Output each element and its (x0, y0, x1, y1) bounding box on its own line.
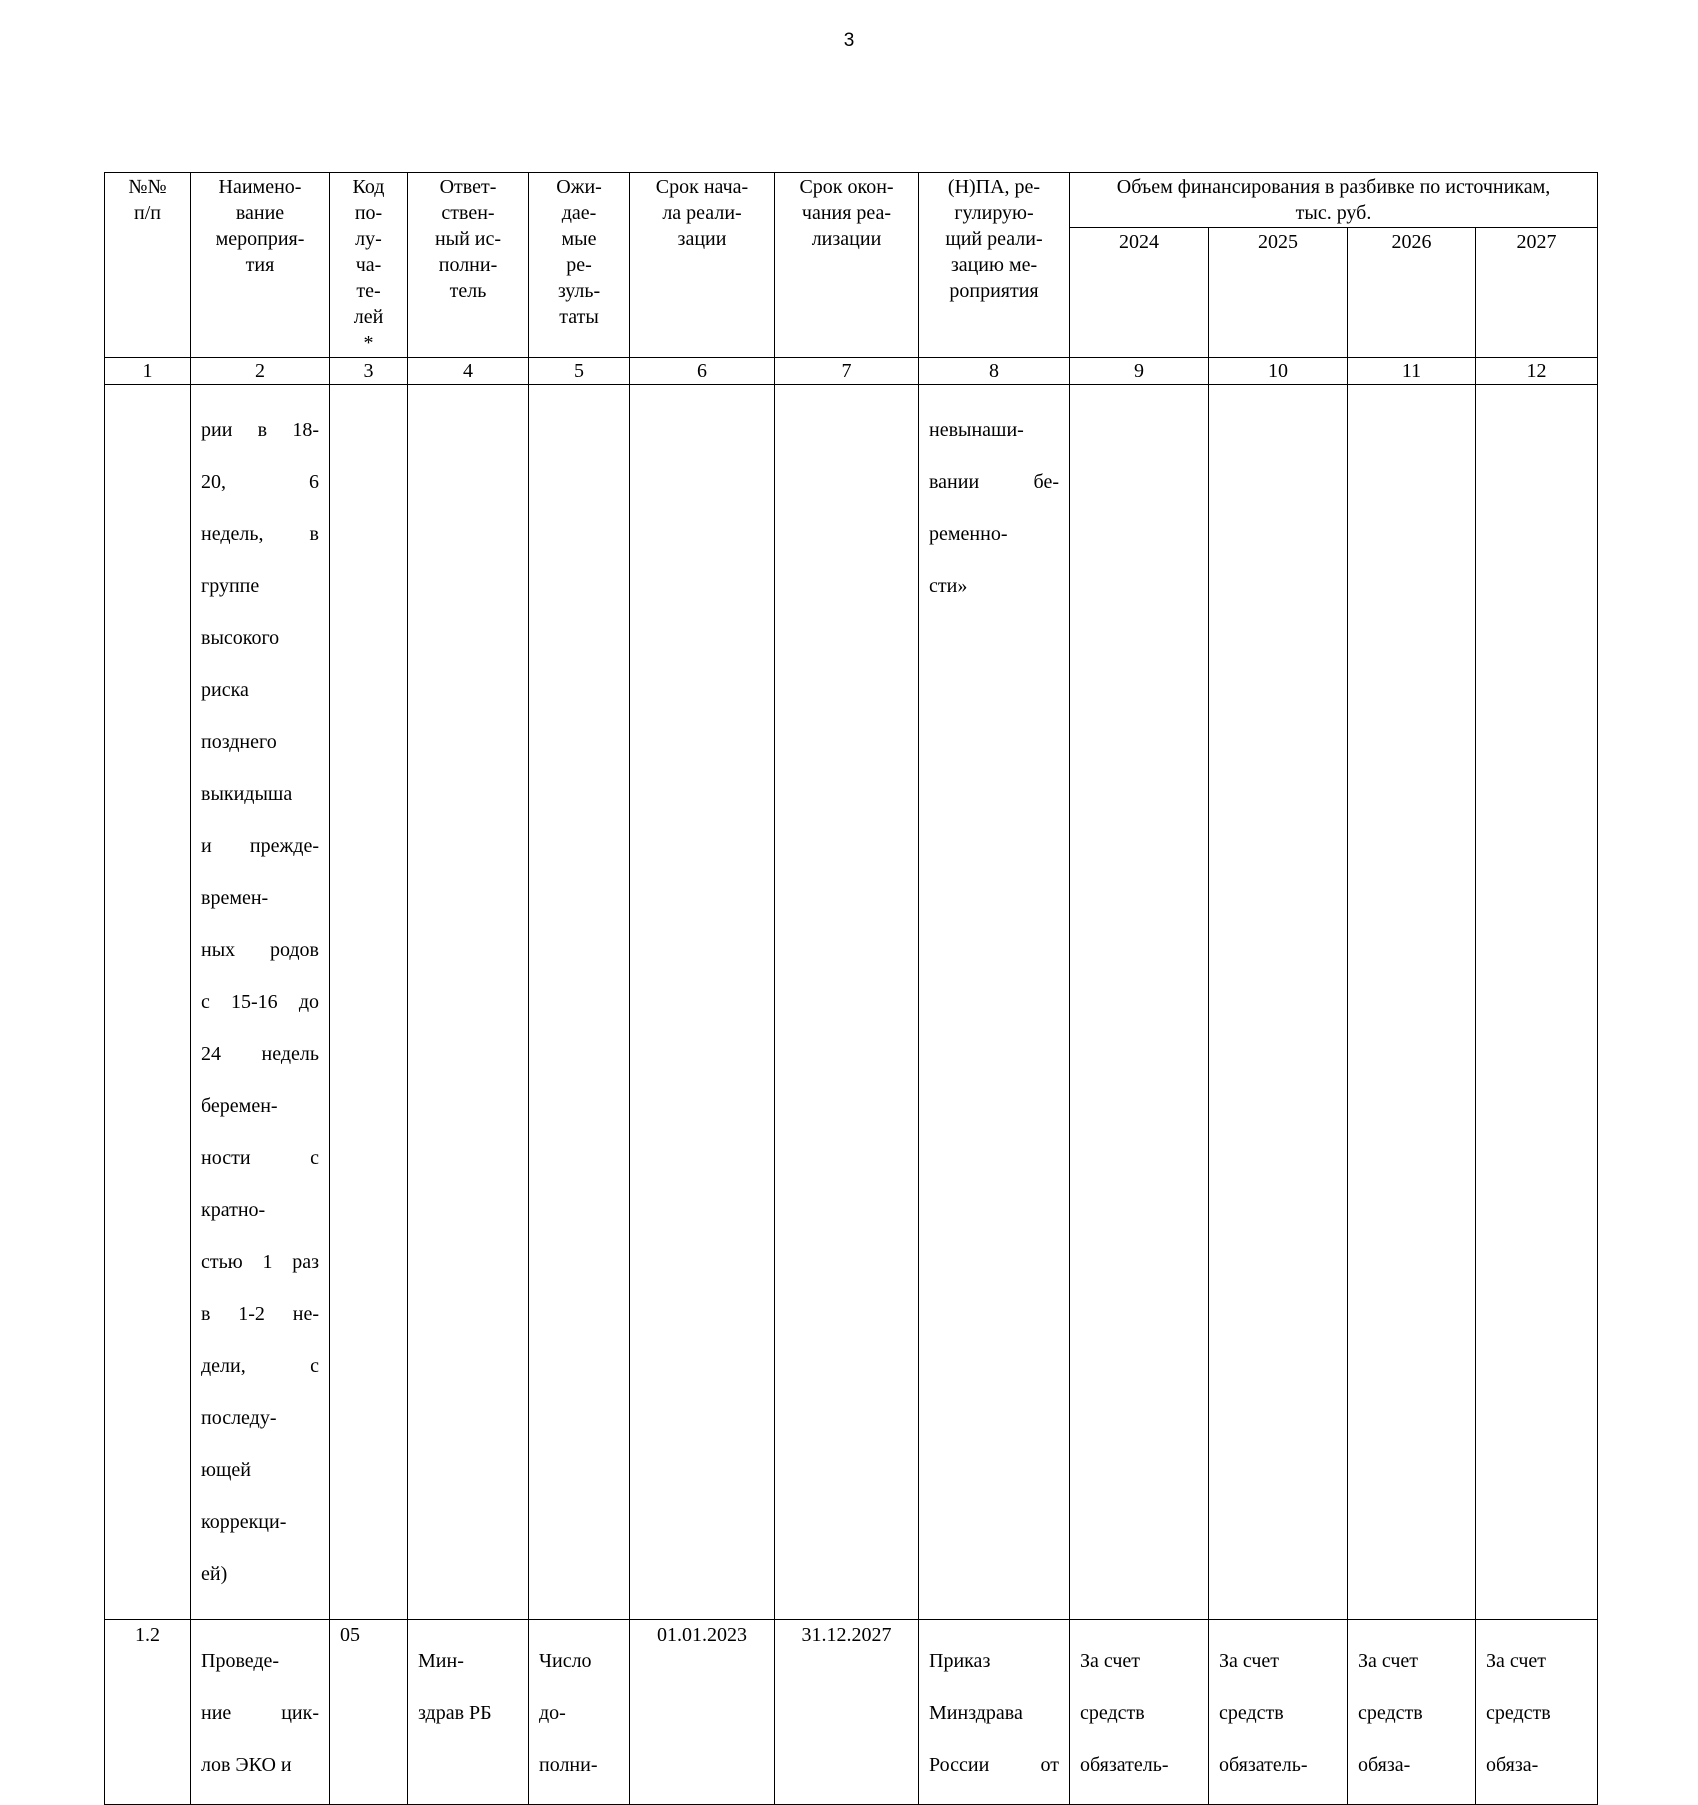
header-cell-year: 2027 (1476, 228, 1598, 358)
header-cell-year: 2024 (1070, 228, 1209, 358)
cell-expected-results: Число до- полни- (529, 1620, 630, 1805)
cell-funding-2024 (1070, 385, 1209, 1620)
cell-name: рии в 18- 20, 6 недель, в группе высокого риска позднего выкидыша и прежде- времен- ных родов с 15-16 до 24 недель беремен- ности с кратно- стью 1 раз в 1-2 не- дели, с последу- ющей коррекци- ей) (191, 385, 330, 1620)
column-number: 12 (1476, 358, 1598, 385)
cell-executor: Мин- здрав РБ (408, 1620, 529, 1805)
cell-start-date: 01.01.2023 (630, 1620, 775, 1805)
header-cell-npa: (Н)ПА, ре- гулирую- щий реали- зацию ме- роприятия (919, 173, 1070, 358)
column-number: 10 (1209, 358, 1348, 385)
header-cell-start-date: Срок нача- ла реали- зации (630, 173, 775, 358)
cell-npa: Приказ Минздрава России от (919, 1620, 1070, 1805)
cell-funding-2027: За счет средств обяза- (1476, 1620, 1598, 1805)
column-numbers-row (105, 358, 1598, 385)
header-cell-funding: Объем финансирования в разбивке по источникам, тыс. руб. (1070, 173, 1598, 228)
header-cell-expected-results: Ожи- дае- мые ре- зуль- таты (529, 173, 630, 358)
cell-end-date (775, 385, 919, 1620)
cell-funding-2026 (1348, 385, 1476, 1620)
cell-funding-2025 (1209, 385, 1348, 1620)
header-cell-recipient-code: Код по- лу- ча- те- лей * (330, 173, 408, 358)
cell-funding-2024: За счет средств обязатель- (1070, 1620, 1209, 1805)
table-header-row (105, 173, 1598, 228)
header-cell-name: Наимено- вание мероприя- тия (191, 173, 330, 358)
header-cell-end-date: Срок окон- чания реа- лизации (775, 173, 919, 358)
column-number: 4 (408, 358, 529, 385)
activities-table (104, 172, 1598, 1805)
table-row (105, 1620, 1598, 1805)
column-number: 7 (775, 358, 919, 385)
cell-executor (408, 385, 529, 1620)
column-number: 1 (105, 358, 191, 385)
cell-expected-results (529, 385, 630, 1620)
cell-recipient-code: 05 (330, 1620, 408, 1805)
header-cell-executor: Ответ- ствен- ный ис- полни- тель (408, 173, 529, 358)
cell-number: 1.2 (105, 1620, 191, 1805)
header-cell-number: №№ п/п (105, 173, 191, 358)
cell-start-date (630, 385, 775, 1620)
column-number: 3 (330, 358, 408, 385)
header-cell-year: 2025 (1209, 228, 1348, 358)
cell-funding-2026: За счет средств обяза- (1348, 1620, 1476, 1805)
cell-funding-2027 (1476, 385, 1598, 1620)
table-row (105, 385, 1598, 1620)
column-number: 5 (529, 358, 630, 385)
header-cell-year: 2026 (1348, 228, 1476, 358)
page-number: 3 (843, 30, 855, 51)
column-number: 6 (630, 358, 775, 385)
cell-npa: невынаши- вании бе- ременно- сти» (919, 385, 1070, 1620)
column-number: 11 (1348, 358, 1476, 385)
cell-funding-2025: За счет средств обязатель- (1209, 1620, 1348, 1805)
cell-recipient-code (330, 385, 408, 1620)
cell-name: Проведе- ние цик- лов ЭКО и (191, 1620, 330, 1805)
column-number: 2 (191, 358, 330, 385)
cell-number (105, 385, 191, 1620)
cell-end-date: 31.12.2027 (775, 1620, 919, 1805)
column-number: 8 (919, 358, 1070, 385)
column-number: 9 (1070, 358, 1209, 385)
